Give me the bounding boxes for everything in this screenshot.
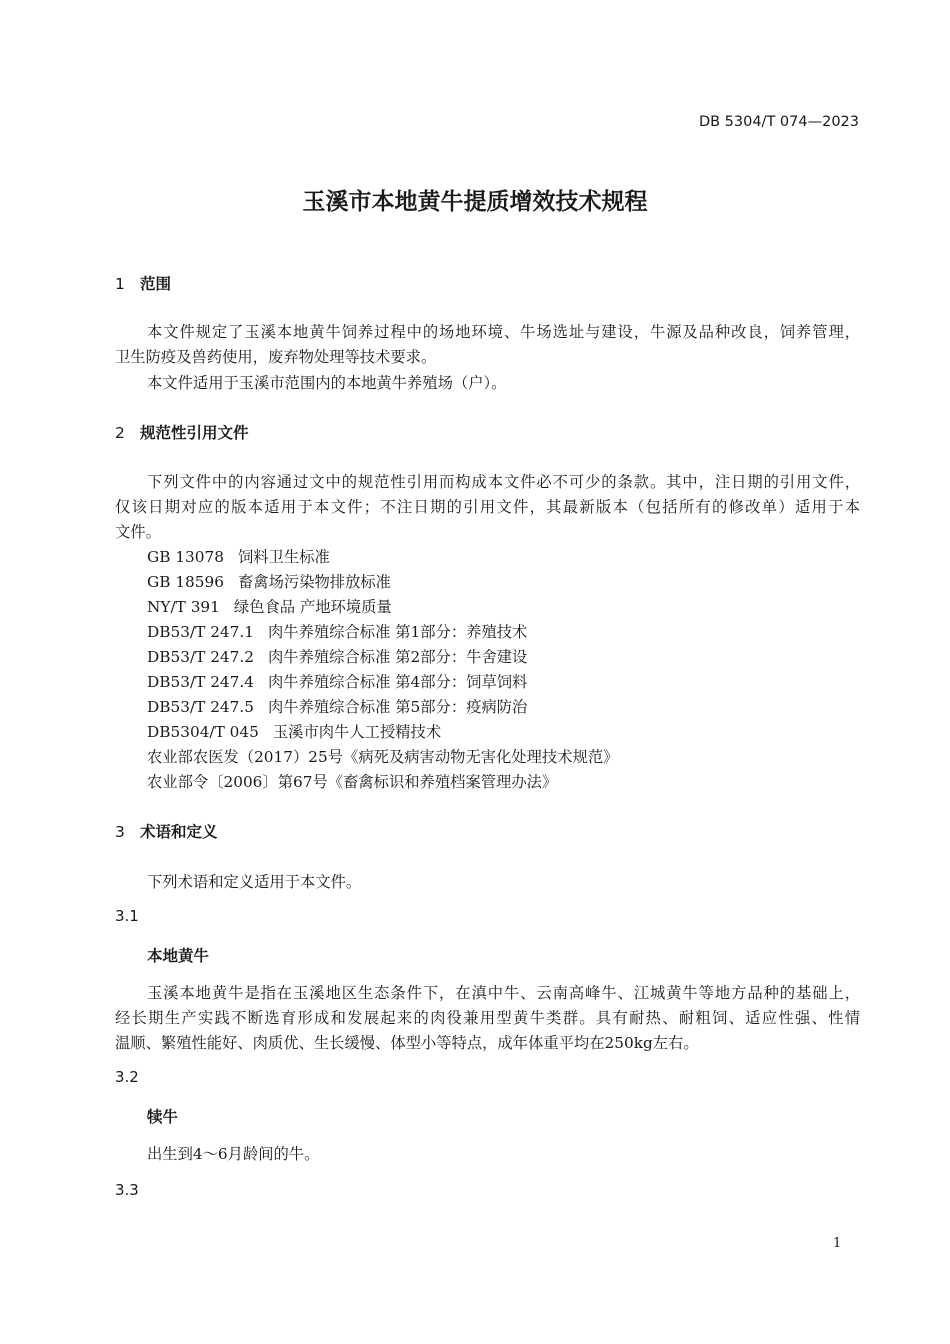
section-heading-scope <box>115 272 171 294</box>
scope-paragraph-2: 本文件适用于玉溪市范围内的本地黄牛养殖场（户）。 <box>147 374 507 392</box>
reference-item <box>147 620 527 642</box>
reference-title: 饲料卫生标准 <box>238 548 330 566</box>
term-title: 本地黄牛 <box>147 947 210 965</box>
reference-title: 肉牛养殖综合标准 第2部分：牛舍建设 <box>267 648 528 666</box>
reference-code: GB 13078 <box>147 548 224 566</box>
term-definition: 出生到4～6月龄间的牛。 <box>147 1145 320 1163</box>
section-title: 术语和定义 <box>140 823 218 841</box>
reference-item-regulation: 农业部农医发（2017）25号《病死及病害动物无害化处理技术规范》 <box>147 748 619 766</box>
term-number: 3.3 <box>115 1181 139 1199</box>
term-number: 3.2 <box>115 1068 139 1086</box>
references-paragraph-line-1: 下列文件中的内容通过文中的规范性引用而构成本文件必不可少的条款。其中，注日期的引用文件， <box>147 473 860 491</box>
reference-item-regulation: 农业部令〔2006〕第67号《畜禽标识和养殖档案管理办法》 <box>147 773 558 791</box>
page-number: 1 <box>833 1236 842 1251</box>
reference-title: 肉牛养殖综合标准 第4部分：饲草饲料 <box>267 673 528 691</box>
term-number: 3.1 <box>115 907 139 925</box>
scope-paragraph-line-2: 卫生防疫及兽药使用，废弃物处理等技术要求。 <box>115 348 437 366</box>
scope-paragraph-line-1: 本文件规定了玉溪本地黄牛饲养过程中的场地环境、牛场选址与建设，牛源及品种改良，饲养管理， <box>147 323 860 341</box>
reference-code: NY/T 391 <box>147 598 220 616</box>
reference-code: DB53/T 247.1 <box>147 623 254 641</box>
section-heading-normative-references <box>115 421 249 443</box>
section-title: 范围 <box>140 275 172 293</box>
standard-code: DB 5304/T 074—2023 <box>698 114 859 130</box>
reference-title: 肉牛养殖综合标准 第5部分：疫病防治 <box>267 698 528 716</box>
section-number: 3 <box>115 823 125 841</box>
reference-item <box>147 570 391 592</box>
section-number: 2 <box>115 424 125 442</box>
term-title: 犊牛 <box>147 1108 179 1126</box>
reference-code: DB53/T 247.2 <box>147 648 254 666</box>
reference-code: DB53/T 247.4 <box>147 673 254 691</box>
term-definition-line-1: 玉溪本地黄牛是指在玉溪地区生态条件下，在滇中牛、云南高峰牛、江城黄牛等地方品种的基础上， <box>147 984 860 1002</box>
reference-code: DB5304/T 045 <box>147 723 259 741</box>
section-title: 规范性引用文件 <box>140 424 249 442</box>
reference-item <box>147 645 527 667</box>
reference-item <box>147 670 527 692</box>
section-number: 1 <box>115 275 125 293</box>
reference-item <box>147 695 527 717</box>
term-definition-line-3: 温顺、繁殖性能好、肉质优、生长缓慢、体型小等特点，成年体重平均在250kg左右。 <box>115 1034 699 1052</box>
reference-item <box>147 720 441 742</box>
section-heading-terms <box>115 820 218 842</box>
references-paragraph-line-3: 文件。 <box>115 523 161 541</box>
reference-title: 玉溪市肉牛人工授精技术 <box>272 723 442 741</box>
reference-item <box>147 595 392 617</box>
reference-title: 肉牛养殖综合标准 第1部分：养殖技术 <box>267 623 528 641</box>
reference-code: GB 18596 <box>147 573 224 591</box>
terms-intro: 下列术语和定义适用于本文件。 <box>147 873 362 891</box>
term-definition-line-2: 经长期生产实践不断选育形成和发展起来的肉役兼用型黄牛类群。具有耐热、耐粗饲、适应性强、性情 <box>115 1009 860 1027</box>
reference-item <box>147 545 330 567</box>
document-title: 玉溪市本地黄牛提质增效技术规程 <box>302 189 648 215</box>
reference-code: DB53/T 247.5 <box>147 698 254 716</box>
references-paragraph-line-2: 仅该日期对应的版本适用于本文件；不注日期的引用文件，其最新版本（包括所有的修改单）适用于本 <box>115 498 860 516</box>
reference-title: 绿色食品 产地环境质量 <box>233 598 392 616</box>
reference-title: 畜禽场污染物排放标准 <box>238 573 391 591</box>
